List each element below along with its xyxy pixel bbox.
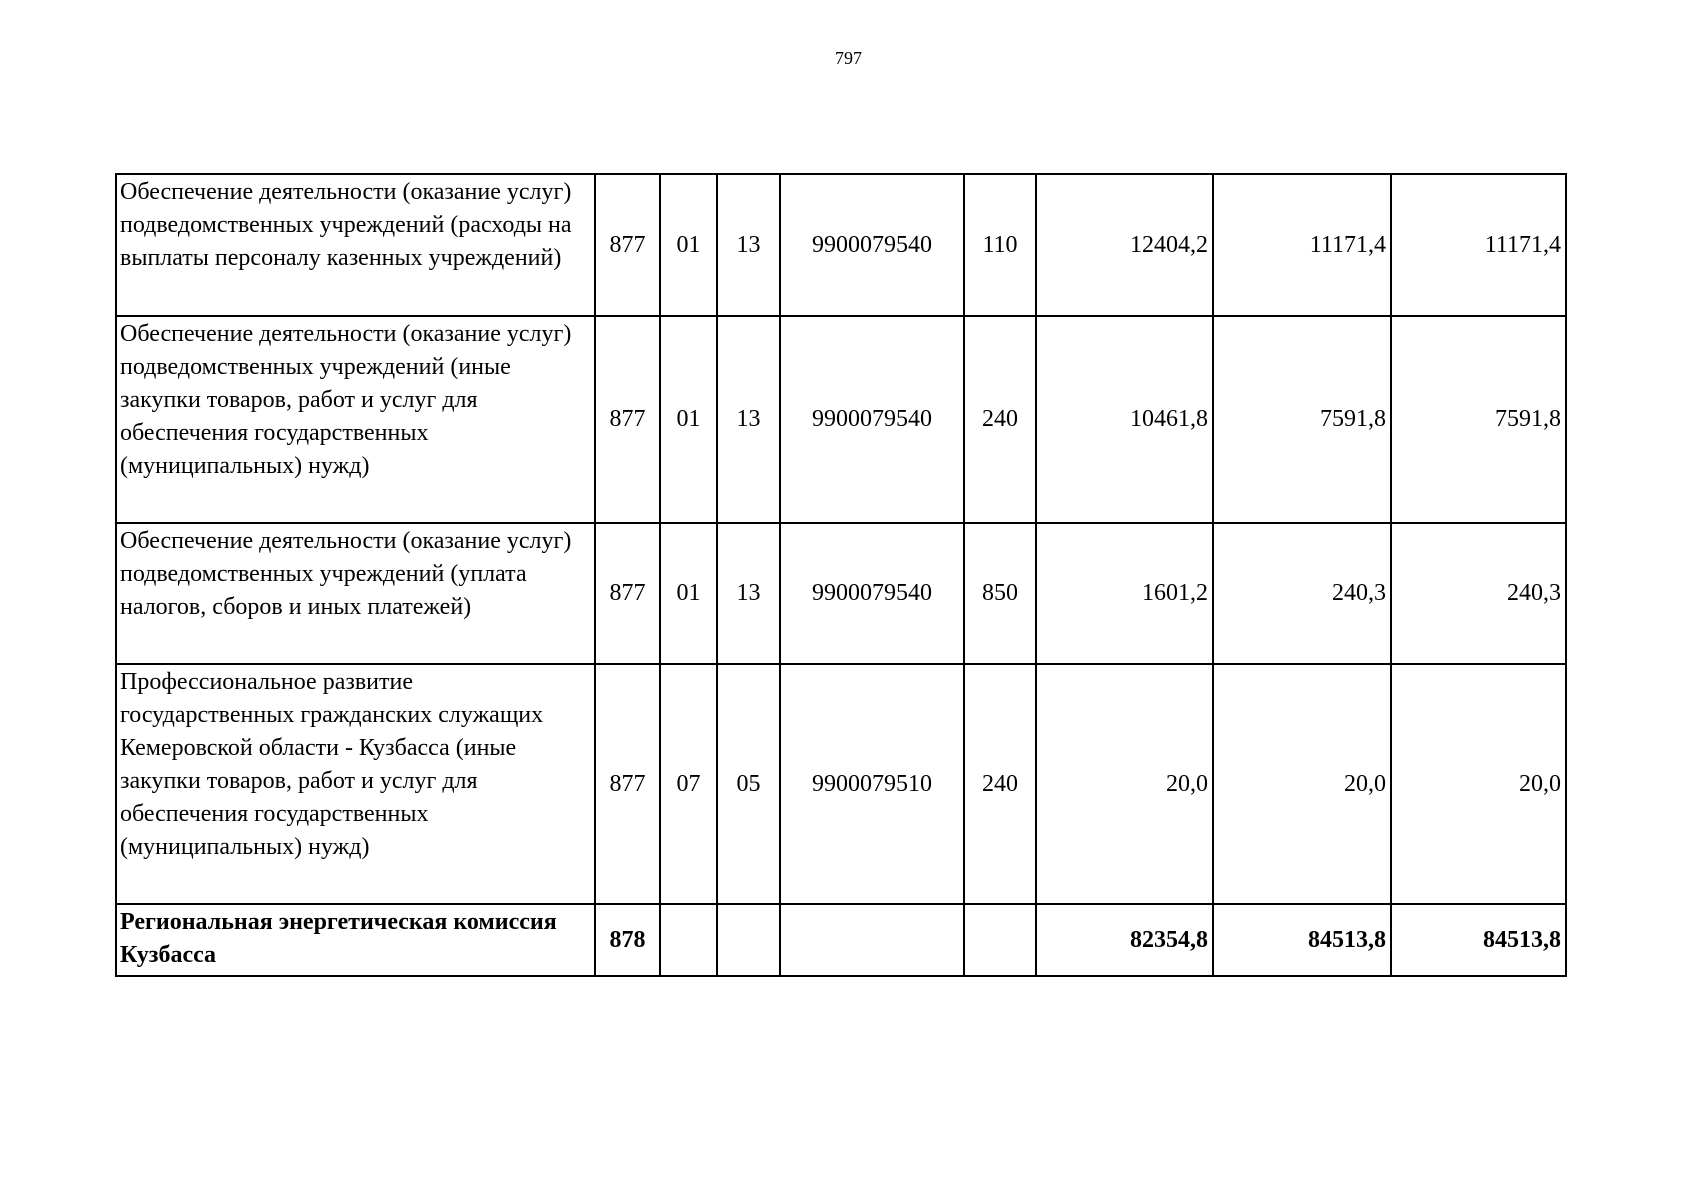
amount-cell-1: 1601,2 (1036, 523, 1213, 664)
subsection-code-cell: 13 (717, 316, 780, 523)
ministry-code-cell: 878 (595, 904, 660, 976)
amount-cell-3: 240,3 (1391, 523, 1566, 664)
ministry-code-cell: 877 (595, 174, 660, 316)
expense-type-cell: 850 (964, 523, 1036, 664)
section-code-cell: 01 (660, 316, 717, 523)
subsection-code-cell: 13 (717, 523, 780, 664)
table-row (116, 523, 1566, 664)
expense-type-cell (964, 904, 1036, 976)
ministry-code-cell: 877 (595, 316, 660, 523)
section-code-cell: 07 (660, 664, 717, 904)
ministry-code-cell: 877 (595, 664, 660, 904)
amount-cell-2: 11171,4 (1213, 174, 1391, 316)
table-row (116, 174, 1566, 316)
item-name-cell: Обеспечение деятельности (оказание услуг) подведомственных учреждений (иные закупки товаров, работ и услуг для обеспечения государственных (муниципальных) нужд) (116, 316, 595, 523)
item-name-cell: Обеспечение деятельности (оказание услуг) подведомственных учреждений (уплата налогов, сборов и иных платежей) (116, 523, 595, 664)
amount-cell-3: 7591,8 (1391, 316, 1566, 523)
target-article-cell (780, 904, 964, 976)
page-number: 797 (835, 48, 862, 68)
table-row-total (116, 904, 1566, 976)
item-name-cell: Обеспечение деятельности (оказание услуг) подведомственных учреждений (расходы на выплаты персоналу казенных учреждений) (116, 174, 595, 316)
table-row (116, 664, 1566, 904)
amount-cell-2: 84513,8 (1213, 904, 1391, 976)
table-row (116, 316, 1566, 523)
subsection-code-cell: 05 (717, 664, 780, 904)
ministry-code-cell: 877 (595, 523, 660, 664)
budget-table (115, 173, 1567, 977)
section-code-cell (660, 904, 717, 976)
target-article-cell: 9900079540 (780, 523, 964, 664)
expense-type-cell: 240 (964, 664, 1036, 904)
amount-cell-3: 11171,4 (1391, 174, 1566, 316)
amount-cell-3: 84513,8 (1391, 904, 1566, 976)
target-article-cell: 9900079540 (780, 174, 964, 316)
amount-cell-1: 82354,8 (1036, 904, 1213, 976)
amount-cell-2: 20,0 (1213, 664, 1391, 904)
expense-type-cell: 110 (964, 174, 1036, 316)
expense-type-cell: 240 (964, 316, 1036, 523)
target-article-cell: 9900079540 (780, 316, 964, 523)
section-code-cell: 01 (660, 523, 717, 664)
subsection-code-cell (717, 904, 780, 976)
amount-cell-1: 10461,8 (1036, 316, 1213, 523)
amount-cell-2: 240,3 (1213, 523, 1391, 664)
target-article-cell: 9900079510 (780, 664, 964, 904)
amount-cell-3: 20,0 (1391, 664, 1566, 904)
item-name-cell: Профессиональное развитие государственных гражданских служащих Кемеровской области - Кузбасса (иные закупки товаров, работ и услуг для обеспечения государственных (муниципальных) нужд) (116, 664, 595, 904)
subsection-code-cell: 13 (717, 174, 780, 316)
amount-cell-1: 12404,2 (1036, 174, 1213, 316)
amount-cell-2: 7591,8 (1213, 316, 1391, 523)
item-name-cell: Региональная энергетическая комиссия Кузбасса (116, 904, 595, 976)
amount-cell-1: 20,0 (1036, 664, 1213, 904)
section-code-cell: 01 (660, 174, 717, 316)
